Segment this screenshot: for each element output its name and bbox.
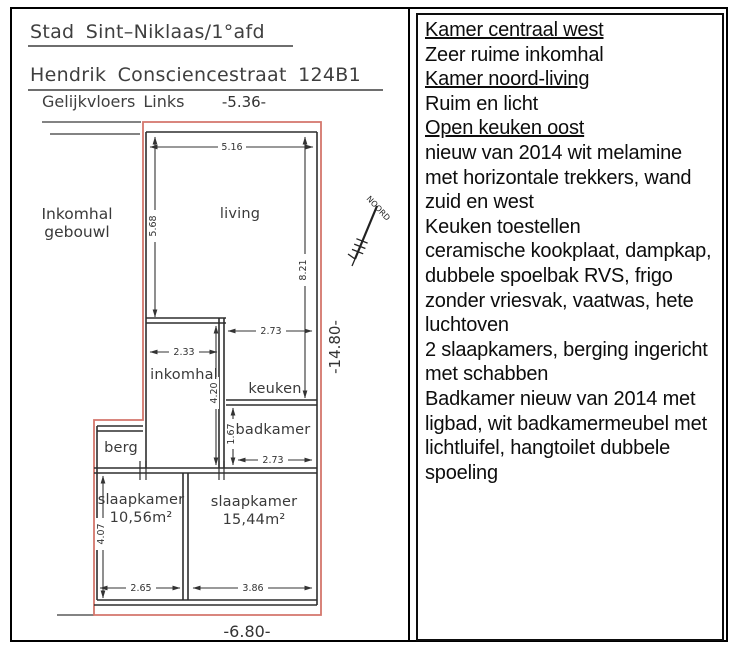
note-line: Open keuken oost bbox=[425, 117, 585, 140]
dim-label-total-height-group bbox=[326, 320, 344, 374]
plan-header bbox=[28, 21, 383, 111]
dim-label-badkamer-width: 2.73 bbox=[262, 455, 284, 466]
note-line: zonder vriesvak, vaatwas, hete bbox=[425, 289, 694, 312]
note-line: Kamer noord-living bbox=[425, 68, 590, 91]
adjacent-building-lines bbox=[42, 122, 141, 615]
note-line: ligbad, wit badkamermeubel met bbox=[425, 412, 707, 435]
note-line: Badkamer nieuw van 2014 met bbox=[425, 387, 696, 410]
north-arrow bbox=[348, 194, 392, 266]
note-line: Ruim en licht bbox=[425, 92, 538, 115]
room-label-living: living bbox=[219, 206, 261, 222]
room-label-keuken: keuken bbox=[248, 381, 302, 397]
dim-label-living-height-west-group bbox=[147, 210, 159, 242]
plan-title-street: Hendrik Consciencestraat 124B1 bbox=[30, 64, 361, 86]
note-line: dubbele spoelbak RVS, frigo bbox=[425, 264, 673, 287]
note-line: Zeer ruime inkomhal bbox=[425, 43, 604, 66]
dim-label-top-width: -5.36- bbox=[221, 93, 267, 111]
label-inkomhal-gebouw-line2: gebouwl bbox=[44, 223, 110, 241]
dim-label-slaapkamer2-width: 3.86 bbox=[242, 583, 264, 594]
dim-label-slaapkamer-height-group bbox=[95, 518, 107, 550]
notes-panel bbox=[416, 13, 724, 641]
room-label-slaapkamer2: slaapkamer bbox=[210, 494, 298, 510]
note-line: Keuken toestellen bbox=[425, 215, 581, 238]
room-label-badkamer: badkamer bbox=[235, 422, 311, 438]
note-line: 2 slaapkamers, berging ingericht bbox=[425, 338, 708, 361]
note-line: nieuw van 2014 wit melamine bbox=[425, 141, 682, 164]
dim-label-total-height: -14.80- bbox=[326, 320, 344, 374]
note-line: zuid en west bbox=[425, 191, 534, 214]
note-line: met horizontale trekkers, wand bbox=[425, 166, 692, 189]
dim-label-slaapkamer-height: 4.07 bbox=[96, 523, 107, 545]
north-arrow-label: NOORD bbox=[364, 194, 392, 223]
dim-label-living-height-west: 5.68 bbox=[148, 215, 159, 237]
note-line: luchtoven bbox=[425, 314, 509, 337]
dim-label-living-height-east-group bbox=[297, 254, 309, 286]
plan-floor-label: Gelijkvloers Links bbox=[42, 92, 185, 111]
room-area-slaapkamer1: 10,56m² bbox=[109, 510, 173, 526]
door-jamb-ticks bbox=[140, 461, 224, 480]
room-label-inkomhal: inkomhal bbox=[150, 367, 218, 383]
note-line: Kamer centraal west bbox=[425, 19, 604, 41]
room-label-slaapkamer1: slaapkamer bbox=[97, 492, 185, 508]
room-labels bbox=[41, 205, 310, 528]
room-area-slaapkamer2: 15,44m² bbox=[222, 512, 286, 528]
plan-title-city: Stad Sint–Niklaas/1°afd bbox=[30, 21, 265, 43]
note-line: met schabben bbox=[425, 363, 549, 386]
dim-label-inkomhal-width: 2.33 bbox=[173, 347, 195, 358]
dim-label-badkamer-height: 1.67 bbox=[226, 423, 237, 445]
dim-label-living-width: 5.16 bbox=[221, 142, 243, 153]
dim-label-slaapkamer1-width: 2.65 bbox=[130, 583, 152, 594]
dim-label-living-height-east: 8.21 bbox=[298, 259, 309, 281]
dim-label-keuken-width: 2.73 bbox=[260, 326, 282, 337]
room-label-berg: berg bbox=[104, 440, 138, 456]
note-line: ceramische kookplaat, dampkap, bbox=[425, 240, 712, 263]
label-inkomhal-gebouw-line1: Inkomhal bbox=[41, 205, 113, 223]
dim-label-total-width: -6.80- bbox=[223, 622, 271, 641]
note-line: lichtluifel, hangtoilet dubbele bbox=[425, 437, 671, 460]
dim-label-inkomhal-height: 4.20 bbox=[209, 382, 220, 404]
note-line: spoeling bbox=[425, 461, 498, 484]
